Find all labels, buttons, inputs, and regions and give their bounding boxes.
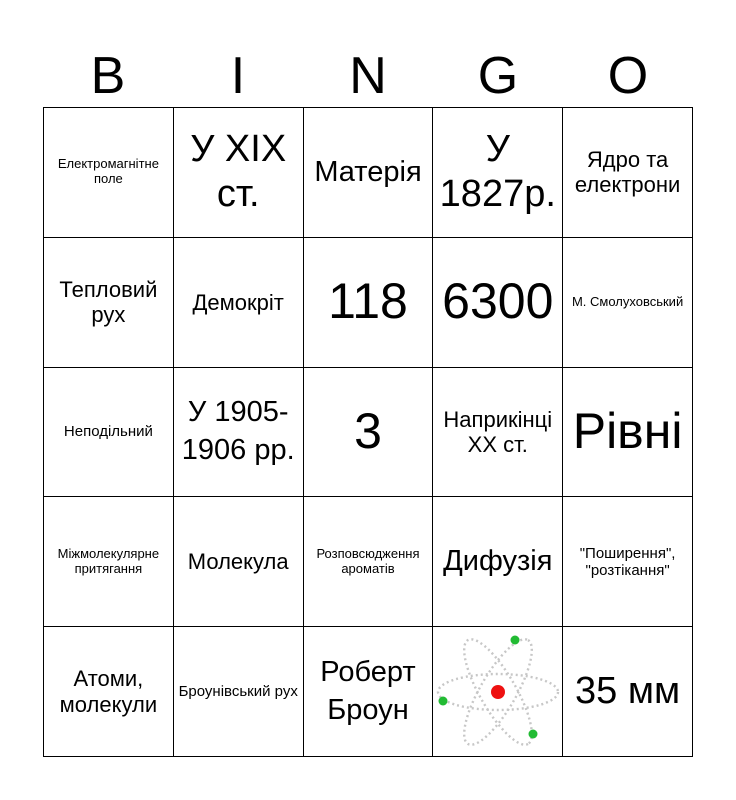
bingo-header bbox=[43, 44, 693, 108]
bingo-cell[interactable]: У 1827р. bbox=[433, 108, 563, 238]
bingo-cell[interactable]: Атоми, молекули bbox=[44, 627, 174, 757]
bingo-cell[interactable]: 6300 bbox=[433, 238, 563, 368]
bingo-cell[interactable]: У XIX ст. bbox=[174, 108, 304, 238]
bingo-cell[interactable]: Демокріт bbox=[174, 238, 304, 368]
electron-dot bbox=[438, 696, 447, 705]
header-letter-g: G bbox=[477, 47, 519, 105]
bingo-cell[interactable]: Рівні bbox=[563, 368, 693, 498]
bingo-cell[interactable]: Дифузія bbox=[433, 497, 563, 627]
bingo-grid bbox=[43, 107, 693, 757]
header-letter-b: B bbox=[90, 47, 126, 105]
bingo-cell[interactable]: 3 bbox=[304, 368, 434, 498]
bingo-cell[interactable]: Міжмолекулярне притягання bbox=[44, 497, 174, 627]
atom-icon bbox=[434, 628, 562, 756]
bingo-cell[interactable]: Броунівський рух bbox=[174, 627, 304, 757]
header-letter-n: N bbox=[349, 47, 387, 105]
bingo-cell[interactable]: Електромагнітне поле bbox=[44, 108, 174, 238]
bingo-cell-image[interactable] bbox=[433, 627, 563, 757]
bingo-cell[interactable]: Неподільний bbox=[44, 368, 174, 498]
bingo-cell[interactable]: М. Смолуховський bbox=[563, 238, 693, 368]
bingo-cell[interactable]: 118 bbox=[304, 238, 434, 368]
bingo-cell[interactable]: Матерія bbox=[304, 108, 434, 238]
bingo-cell[interactable]: Молекула bbox=[174, 497, 304, 627]
bingo-cell[interactable]: У 1905-1906 рр. bbox=[174, 368, 304, 498]
electron-dot bbox=[528, 729, 537, 738]
bingo-cell[interactable]: Роберт Броун bbox=[304, 627, 434, 757]
bingo-cell[interactable]: Розповсюдження ароматів bbox=[304, 497, 434, 627]
bingo-cell[interactable]: Наприкінці XX ст. bbox=[433, 368, 563, 498]
bingo-cell[interactable]: 35 мм bbox=[563, 627, 693, 757]
bingo-cell[interactable]: Тепловий рух bbox=[44, 238, 174, 368]
nucleus-dot bbox=[491, 685, 505, 699]
electron-dot bbox=[510, 635, 519, 644]
header-letter-o: O bbox=[607, 47, 649, 105]
bingo-cell[interactable]: Ядро та електрони bbox=[563, 108, 693, 238]
bingo-cell[interactable]: "Поширення", "розтікання" bbox=[563, 497, 693, 627]
header-letter-i: I bbox=[230, 47, 246, 105]
